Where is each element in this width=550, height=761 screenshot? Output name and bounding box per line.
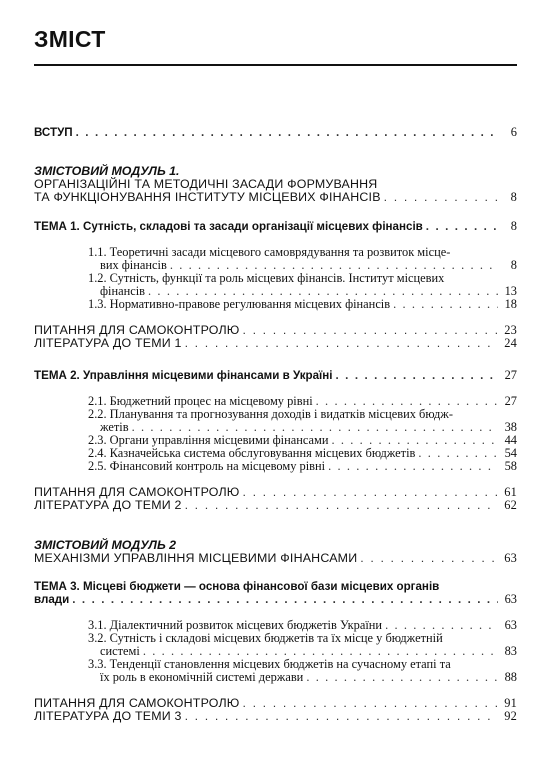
- title-underline: [34, 64, 517, 66]
- subsection-title: 1.1. Теоретичні засади місцевого самоврядування та розвиток місце-: [88, 245, 451, 259]
- dot-leader: [185, 499, 498, 512]
- toc-page-number: 92: [504, 709, 517, 723]
- toc-page-number: 61: [504, 485, 517, 499]
- toc-entry-label: ВСТУП: [34, 126, 73, 139]
- subsection-title: 1.2. Сутність, функції та роль місцевих фінансів. Інститут місцевих: [88, 271, 445, 285]
- dot-leader: [384, 191, 498, 204]
- toc-topic-3[interactable]: ТЕМА 3. Місцеві бюджети — основа фінансової бази місцевих органів влади . . . 63: [34, 580, 517, 606]
- dot-leader: [418, 447, 498, 460]
- toc-page-number: 63: [504, 592, 517, 606]
- toc-module-1[interactable]: [34, 165, 517, 204]
- dot-leader: [76, 126, 498, 139]
- toc-page-number: 38: [504, 420, 517, 434]
- toc-page-number: 8: [510, 190, 517, 204]
- dot-leader: [393, 298, 498, 311]
- subsection-title: 2.5. Фінансовий контроль на місцевому рівні: [88, 459, 326, 473]
- dot-leader: [243, 486, 498, 499]
- toc-entry-intro[interactable]: [34, 126, 517, 139]
- toc-page-number: 18: [504, 297, 517, 311]
- toc-literature-3[interactable]: ЛІТЕРАТУРА ДО ТЕМИ 3 . . . 92: [34, 710, 517, 723]
- toc-topic-1[interactable]: [34, 220, 517, 233]
- toc-page-number: 63: [504, 551, 517, 565]
- toc-page-number: 91: [504, 696, 517, 710]
- toc-page-number: 83: [504, 644, 517, 658]
- toc-page-number: 13: [504, 284, 517, 298]
- table-of-contents: [34, 126, 517, 723]
- toc-page-number: 24: [504, 336, 517, 350]
- toc-page-number: 54: [504, 446, 517, 460]
- toc-page-number: 8: [510, 258, 517, 272]
- page-title: ЗМІСТ: [34, 26, 106, 52]
- toc-page-number: 23: [504, 323, 517, 337]
- subsection-title: 2.4. Казначейська система обслуговування місцевих бюджетів: [88, 446, 416, 460]
- toc-page-number: 63: [504, 618, 517, 632]
- subsection-title: 3.2. Сутність і складові місцевих бюджетів та їх місце у бюджетній: [88, 631, 443, 645]
- toc-subsection[interactable]: [34, 298, 517, 311]
- toc-page-number: 27: [504, 394, 517, 408]
- toc-subsection[interactable]: 3.2. Сутність і складові місцевих бюджетів та їх місце у бюджетній системі . . . 83: [34, 632, 517, 658]
- toc-literature-1[interactable]: ЛІТЕРАТУРА ДО ТЕМИ 1 . . . 24: [34, 337, 517, 350]
- dot-leader: [185, 337, 498, 350]
- toc-topic-2[interactable]: [34, 369, 517, 382]
- dot-leader: [306, 671, 498, 684]
- dot-leader: [243, 324, 498, 337]
- toc-literature-2[interactable]: ЛІТЕРАТУРА ДО ТЕМИ 2 . . . 62: [34, 499, 517, 512]
- subsection-title: 2.1. Бюджетний процес на місцевому рівні: [88, 394, 313, 408]
- module-label: ЗМІСТОВИЙ МОДУЛЬ 1.: [34, 164, 180, 178]
- toc-module-2[interactable]: [34, 539, 517, 565]
- dot-leader: [243, 697, 498, 710]
- toc-page-number: 8: [510, 219, 517, 233]
- subsection-title: 2.2. Планування та прогнозування доходів і видатків місцевих бюдж-: [88, 407, 453, 421]
- topic-title: ТЕМА 3. Місцеві бюджети — основа фінансової бази місцевих органів: [34, 580, 440, 593]
- module-title-line: ОРГАНІЗАЦІЙНІ ТА МЕТОДИЧНІ ЗАСАДИ ФОРМУВАННЯ: [34, 177, 378, 191]
- module-label: ЗМІСТОВИЙ МОДУЛЬ 2: [34, 538, 177, 552]
- topic-title: ТЕМА 1. Сутність, складові та засади організації місцевих фінансів: [34, 220, 423, 233]
- toc-subsection[interactable]: 1.2. Сутність, функції та роль місцевих фінансів. Інститут місцевих фінансів . . . 13: [34, 272, 517, 298]
- topic-title: ТЕМА 2. Управління місцевими фінансами в Україні: [34, 369, 333, 382]
- toc-subsection[interactable]: 1.1. Теоретичні засади місцевого самоврядування та розвиток місце- вих фінансів . . . 8: [34, 246, 517, 272]
- subsection-title: 3.1. Діалектичний розвиток місцевих бюджетів України: [88, 618, 383, 632]
- dot-leader: [72, 593, 498, 606]
- topic-2-subsections: [34, 395, 517, 473]
- subsection-title: 1.3. Нормативно-правове регулювання місцевих фінансів: [88, 297, 391, 311]
- topic-3-subsections: [34, 619, 517, 684]
- module-title-line: ТА ФУНКЦІОНУВАННЯ ІНСТИТУТУ МІСЦЕВИХ ФІНАНСІВ . . . 8: [34, 191, 517, 204]
- toc-questions-3[interactable]: ПИТАННЯ ДЛЯ САМОКОНТРОЛЮ . . . 91: [34, 697, 517, 710]
- toc-page-number: 44: [504, 433, 517, 447]
- toc-page-number: 27: [504, 368, 517, 382]
- toc-subsection[interactable]: 3.3. Тенденції становлення місцевих бюджетів на сучасному етапі та їх роль в економічній системі держави . . . 88: [34, 658, 517, 684]
- toc-questions-2[interactable]: ПИТАННЯ ДЛЯ САМОКОНТРОЛЮ . . . 61: [34, 486, 517, 499]
- dot-leader: [328, 460, 498, 473]
- subsection-title: 3.3. Тенденції становлення місцевих бюджетів на сучасному етапі та: [88, 657, 451, 671]
- toc-subsection[interactable]: [34, 460, 517, 473]
- dot-leader: [360, 552, 498, 565]
- toc-page-number: 62: [504, 498, 517, 512]
- dot-leader: [185, 710, 498, 723]
- toc-subsection[interactable]: 2.2. Планування та прогнозування доходів і видатків місцевих бюдж- жетів . . . 38: [34, 408, 517, 434]
- subsection-title: 2.3. Органи управління місцевими фінансами: [88, 433, 329, 447]
- toc-page-number: 58: [504, 459, 517, 473]
- toc-questions-1[interactable]: ПИТАННЯ ДЛЯ САМОКОНТРОЛЮ . . . 23: [34, 324, 517, 337]
- module-title-line: МЕХАНІЗМИ УПРАВЛІННЯ МІСЦЕВИМИ ФІНАНСАМИ . . . 63: [34, 552, 517, 565]
- dot-leader: [426, 220, 498, 233]
- dot-leader: [336, 369, 498, 382]
- toc-page-number: 88: [504, 670, 517, 684]
- toc-page-number: 6: [510, 125, 517, 139]
- topic-1-subsections: [34, 246, 517, 311]
